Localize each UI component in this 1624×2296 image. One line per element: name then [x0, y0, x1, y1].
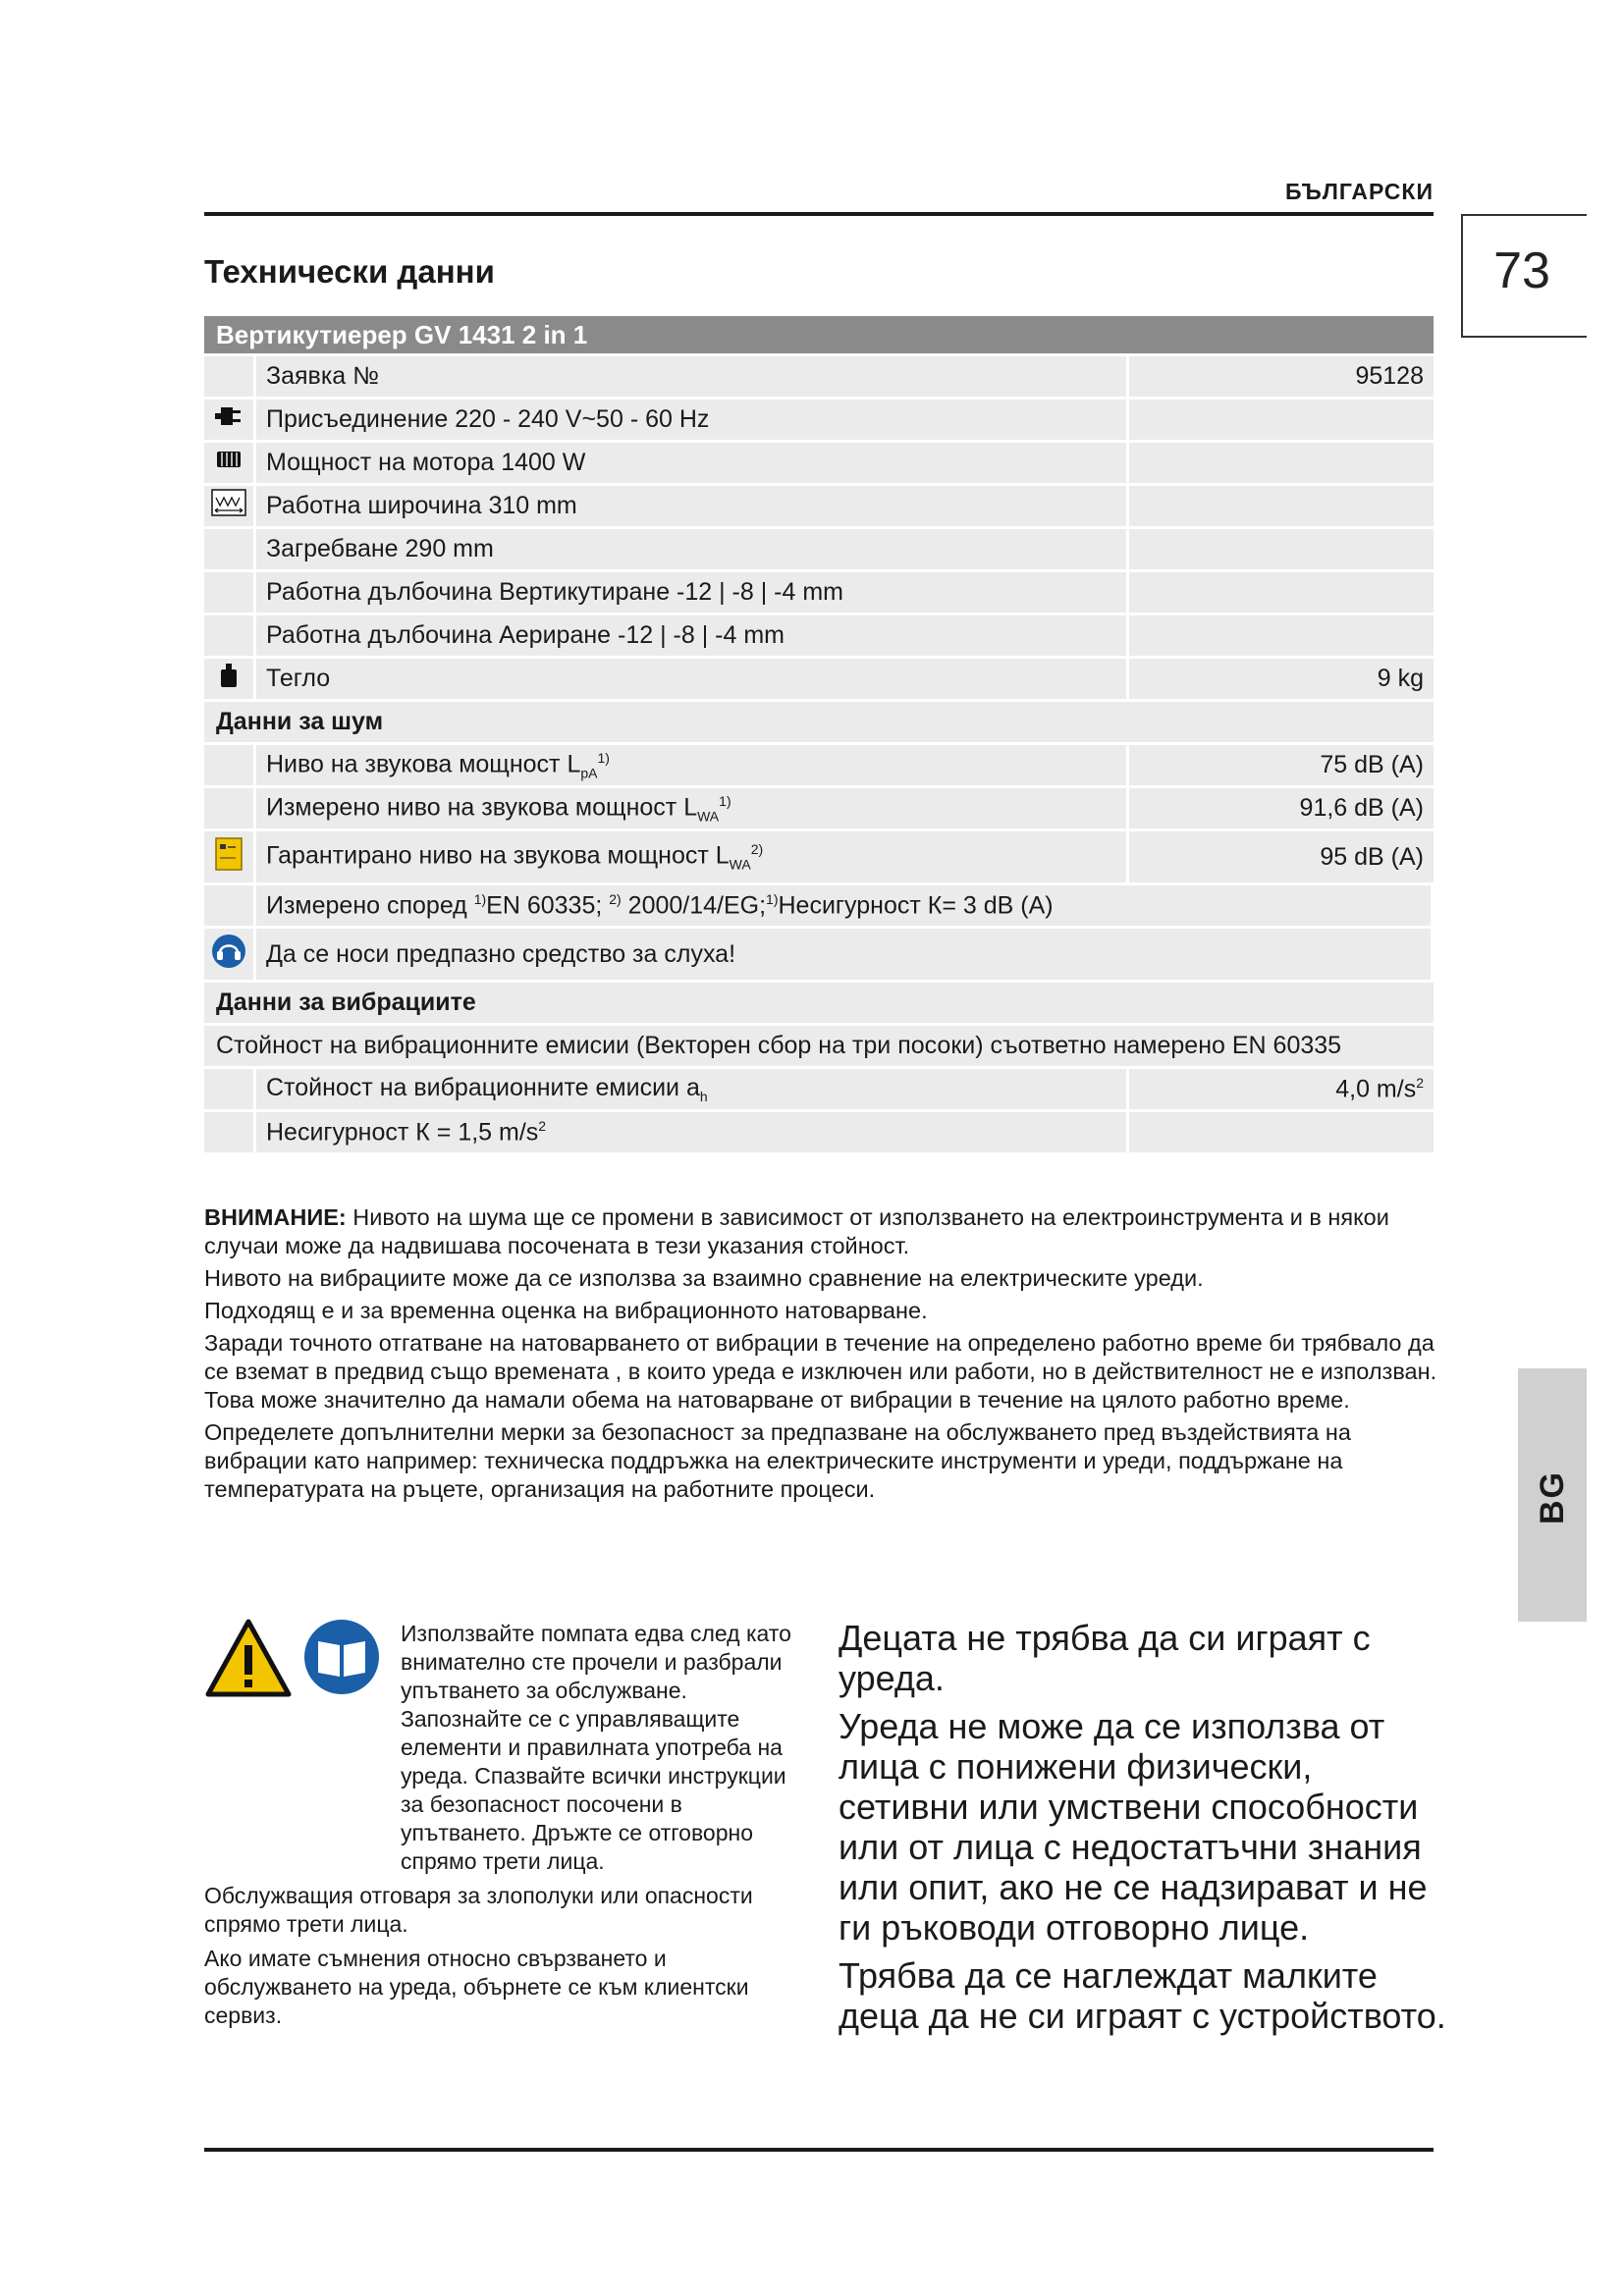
- header-rule: [204, 212, 1434, 216]
- section-title: Технически данни: [204, 253, 495, 290]
- sound-pressure-value: 75 dB (A): [1129, 745, 1434, 788]
- working-width-label: Работна широчина 310 mm: [256, 486, 1129, 529]
- measured-sound-power-value: 91,6 dB (A): [1129, 788, 1434, 831]
- table-row: [204, 572, 1434, 615]
- vibration-description: Стойност на вибрационните емисии (Векторен сбор на три посоки) съответно намерено EN 60335: [204, 1026, 1434, 1069]
- weight-label: Тегло: [256, 659, 1129, 702]
- hearing-protection-text: Да се носи предпазно средство за слуха!: [256, 929, 1434, 983]
- table-row: [204, 659, 1434, 702]
- vibration-emission-label: Стойност на вибрационните емисии $a_h$: [256, 1069, 1129, 1112]
- table-row: [204, 615, 1434, 659]
- table-row: [204, 1112, 1434, 1155]
- footer-rule: [204, 2148, 1434, 2152]
- guaranteed-sound-power-label: Гарантирано ниво на звукова мощност $L_{WA}^{2)}$: [256, 831, 1129, 885]
- table-row: [204, 486, 1434, 529]
- safety-left-text: Използвайте помпата едва след като внимателно сте прочели и разбрали упътването за обслужване. Запознайте се с управляващите елементи и правилната употреба на уреда. Спазвайте всички инструкции за безопасност посочени в упътването. Дръжте се отговорно спрямо трети лица. Обслужващия отговаря за злополуки или опасности спрямо трети лица. Ако имате съмнения относно свързването и обслужването на уреда, обърнете се към клиентски сервиз.: [204, 1621, 791, 2028]
- safety-right-text: Децата не трябва да си играят с уреда. Уреда не може да се използва от лица с понижени физически, сетивни или умствени способности или от лица с недостатъчни знания или опит, ако не се надзирават и не ги ръководи отговорно лице. Трябва да се наглеждат малките деца да не си играят с устройството.: [839, 1618, 1446, 2036]
- aerating-depth-label: Работна дълбочина Аериране -12 | -8 | -4 mm: [256, 615, 1129, 659]
- page-number: 73: [1493, 242, 1550, 299]
- table-row: [204, 929, 1434, 983]
- language-side-tab-label: BG: [1533, 1469, 1571, 1524]
- vibration-uncertainty-label: Несигурност К = 1,5 $m/s^2$: [256, 1112, 1129, 1155]
- guaranteed-sound-power-value: 95 dB (A): [1129, 831, 1434, 885]
- table-row: [204, 529, 1434, 572]
- table-row: [204, 356, 1434, 400]
- motor-power-label: Мощност на мотора 1400 W: [256, 443, 1129, 486]
- motor-icon: [213, 450, 244, 477]
- vibration-heading: Данни за вибрациите: [204, 983, 1434, 1026]
- model-header: Вертикутиерер GV 1431 2 in 1: [204, 316, 1434, 356]
- header-language: БЪЛГАРСКИ: [1285, 179, 1434, 204]
- measured-by-text: Измерено според $^{1)}$EN 60335; $^{2)}$ 2000/14/EG;$^{1)}$Несигурност К= 3 dB (A): [256, 885, 1434, 929]
- table-row: [204, 831, 1434, 885]
- raking-label: Загребване 290 mm: [256, 529, 1129, 572]
- order-no-value: 95128: [1129, 356, 1434, 400]
- scarifying-depth-label: Работна дълбочина Вертикутиране -12 | -8 | -4 mm: [256, 572, 1129, 615]
- notice-text: ВНИМАНИЕ: Нивото на шума ще се промени в зависимост от използването на електроинструмента и в някои случаи може да надвишава посочената в тези указания стойност. Нивото на вибрациите може да се използва за взаимно сравнение на електрическите уреди. Подходящ е и за временна оценка на вибрационното натоварване. Заради точното отгатване на натоварването от вибрации в течение на определено работно време би трябвало да се вземат в предвид също времената , в които уреда е изключен или работи, но в действителност не е използван. Това може значително да намали обема на натоварване от вибрации в течение на цялото работно време. Определете допълнителни мерки за безопасност за предпазване на обслужването пред въздействията на вибрации като например: техническа поддръжка на електрическите инструменти и уреди, поддържане на температурата на ръцете, организация на работните процеси.: [204, 1204, 1437, 1502]
- connection-label: Присъединение 220 - 240 V~50 - 60 Hz: [256, 400, 1129, 443]
- table-row: [204, 745, 1434, 788]
- working-width-icon: [210, 496, 247, 523]
- measured-sound-power-label: Измерено ниво на звукова мощност $L_{WA}^{1)}$: [256, 788, 1129, 831]
- weight-icon: [218, 667, 240, 695]
- sound-pressure-label: Ниво на звукова мощност $L_{pA}^{1)}$: [256, 745, 1129, 788]
- table-row: [204, 885, 1434, 929]
- table-row: [204, 788, 1434, 831]
- vibration-emission-value: 4,0 $m/s^2$: [1129, 1069, 1434, 1112]
- plug-icon: [213, 406, 244, 434]
- table-row: [204, 400, 1434, 443]
- ear-protection-icon: [211, 947, 246, 975]
- table-row: [204, 1069, 1434, 1112]
- noise-heading: Данни за шум: [204, 702, 1434, 745]
- table-row: [204, 443, 1434, 486]
- weight-value: 9 kg: [1129, 659, 1434, 702]
- spec-table: [204, 316, 1434, 1155]
- sound-power-label-icon: [214, 850, 244, 878]
- order-no-label: Заявка №: [256, 356, 1129, 400]
